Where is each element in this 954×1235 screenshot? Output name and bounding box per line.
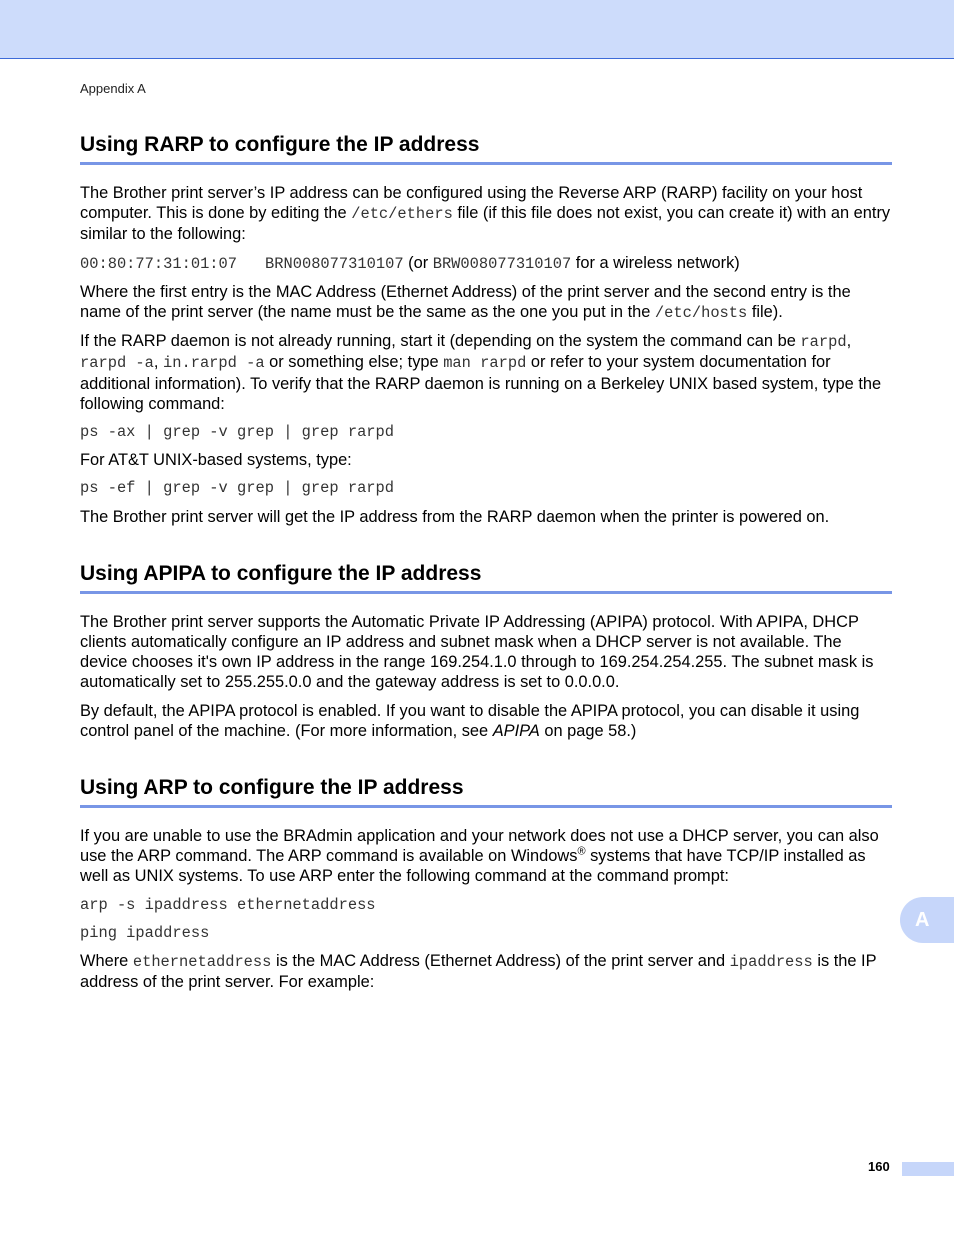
rarp-command-bsd: ps -ax | grep -v grep | grep rarpd <box>80 423 395 442</box>
arp-paragraph-1: If you are unable to use the BRAdmin application and your network does not use a DHCP server, you can also use the ARP command. The ARP command is available on Windows® systems that have TCP/IP installed as well as UNIX systems. To use ARP enter the following command at the command prompt: <box>80 827 879 886</box>
apipa-paragraph-2: By default, the APIPA protocol is enabled. If you want to disable the APIPA protocol, you can disable it using control panel of the machine. (For more information, see APIPA on page 58.) <box>80 701 860 740</box>
arp-paragraph-2: Where ethernetaddress is the MAC Address (Ethernet Address) of the print server and ipaddress is the IP address of the print server. For example: <box>80 952 877 992</box>
in-rarpd-code: in.rarpd -a <box>163 354 265 373</box>
rarp-paragraph-1: The Brother print server’s IP address can be configured using the Reverse ARP (RARP) facility on your host computer. This is done by editing the /etc/ethers file (if this file does not exist, you can create it) with an entry similar to the following: <box>80 184 891 244</box>
registered-mark: ® <box>577 845 586 858</box>
rarp-paragraph-2: Where the first entry is the MAC Address (Ethernet Address) of the print server and the second entry is the name of the print server (the name must be the same as the one you put in the /etc/hosts file). <box>80 282 851 323</box>
section-title-arp: Using ARP to configure the IP address <box>80 775 892 808</box>
arp-command-ping: ping ipaddress <box>80 923 210 942</box>
example-mac-code: 00:80:77:31:01:07 <box>80 254 238 273</box>
ipaddress-code: ipaddress <box>729 953 813 972</box>
rarpd-code: rarpd <box>800 333 847 352</box>
example-wireless-name-code: BRW008077310107 <box>432 254 572 273</box>
arp-command-set: arp -s ipaddress ethernetaddress <box>80 895 376 914</box>
example-name-code: BRN008077310107 <box>265 254 404 273</box>
rarp-paragraph-5: The Brother print server will get the IP address from the RARP daemon when the printer is powered on. <box>80 507 830 526</box>
running-header: Appendix A <box>80 81 146 96</box>
rarpd-a-code: rarpd -a <box>80 354 154 373</box>
man-rarpd-code: man rarpd <box>443 354 527 373</box>
top-header-band <box>0 0 954 59</box>
apipa-link[interactable]: APIPA <box>492 721 540 740</box>
section-title-apipa: Using APIPA to configure the IP address <box>80 561 892 594</box>
rarp-example-line: 00:80:77:31:01:07 BRN008077310107 (or BRW008077310107 for a wireless network) <box>80 253 740 273</box>
etc-ethers-code: /etc/ethers <box>351 205 453 224</box>
rarp-paragraph-3: If the RARP daemon is not already running, start it (depending on the system the command can be rarpd, rarpd -a, in.rarpd -a or something else; type man rarpd or refer to your system documentation for additional information). To verify that the RARP daemon is running on a Berkeley UNIX based system, type the following command: <box>80 332 882 413</box>
page-number-bar <box>902 1162 954 1176</box>
page-number: 160 <box>868 1159 890 1174</box>
section-title-rarp: Using RARP to configure the IP address <box>80 132 892 165</box>
rarp-command-att: ps -ef | grep -v grep | grep rarpd <box>80 479 395 498</box>
rarp-paragraph-4: For AT&T UNIX-based systems, type: <box>80 451 352 470</box>
appendix-side-tab: A <box>900 897 954 943</box>
apipa-paragraph-1: The Brother print server supports the Automatic Private IP Addressing (APIPA) protocol. With APIPA, DHCP clients automatically configure an IP address and subnet mask when a DHCP server is not available. The device chooses it's own IP address in the range 169.254.1.0 through to 169.254.254.255. The subnet mask is automatically set to 255.255.0.0 and the gateway address is set to 0.0.0.0. <box>80 612 874 692</box>
ethernetaddress-code: ethernetaddress <box>132 953 272 972</box>
etc-hosts-code: /etc/hosts <box>654 304 748 323</box>
page-content <box>80 132 892 992</box>
